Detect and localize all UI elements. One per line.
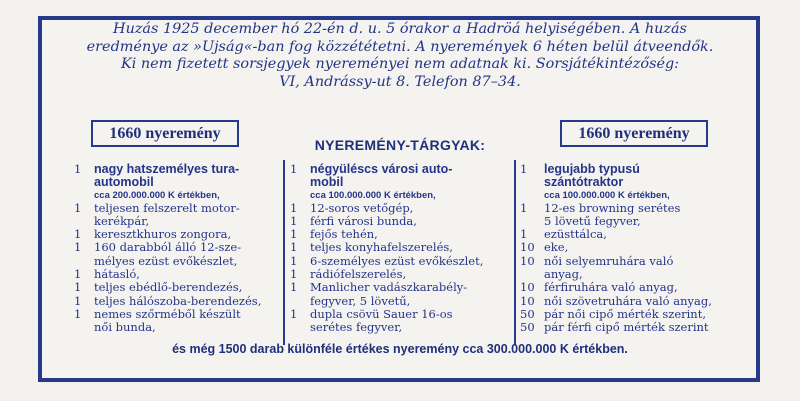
prize-quantity: 1 [74, 293, 82, 308]
prize-item [520, 321, 740, 334]
prize-name: 160 darabból álló 12-sze- mélyes ezüst evőkészlet, [94, 240, 242, 268]
prize-item [74, 295, 274, 308]
prize-name: nagy hatszemélyes tura- automobil [94, 162, 240, 190]
prize-quantity: 1 [290, 227, 298, 242]
prize-name: 6-személyes ezüst evőkészlet, [310, 253, 484, 268]
column-divider [283, 160, 285, 345]
prize-item [520, 308, 740, 321]
prize-name: hátasló, [94, 267, 140, 282]
prize-quantity: 1 [290, 200, 298, 215]
prize-name: legujabb typusú szántótraktor [544, 162, 640, 190]
prize-name: teljes ebédlő-berendezés, [94, 280, 243, 295]
prize-name: keresztkhuros zongora, [94, 227, 232, 242]
prize-item [74, 308, 274, 335]
column-divider [514, 160, 516, 345]
prize-count-badge-left: 1660 nyeremény [91, 120, 239, 147]
prize-quantity: 10 [520, 240, 535, 255]
prize-quantity: 1 [74, 162, 82, 176]
prize-quantity: 10 [520, 280, 535, 295]
prize-name: pár férfi cipő mérték szerint [544, 320, 709, 335]
prize-value: cca 200.000.000 K értékben, [94, 189, 220, 201]
prize-quantity: 1 [74, 240, 82, 255]
prize-name: teljes hálószoba-berendezés, [94, 293, 262, 308]
prize-item [74, 281, 274, 294]
prize-item [520, 241, 740, 254]
prize-value: cca 100.000.000 K értékben, [310, 189, 436, 201]
prize-name: nemes szőrméből készült női bunda, [94, 306, 241, 335]
prize-name: Manlicher vadászkarabély- fegyver, 5 lövetű, [310, 280, 468, 308]
prize-quantity: 1 [290, 162, 298, 176]
prize-item [290, 281, 510, 308]
additional-prizes-note: és még 1500 darab különféle értékes nyeremény cca 300.000.000 K értékben. [172, 342, 628, 356]
prize-item [520, 281, 740, 294]
notice-line-1: Huzás 1925 december hó 22-én d. u. 5 órakor a Hadröá helyiségében. A huzás [113, 21, 687, 37]
prize-name: pár női cipő mérték szerint, [544, 306, 706, 321]
prize-name: eke, [544, 240, 569, 255]
prize-item [520, 202, 740, 229]
main-prize [290, 163, 510, 190]
prize-item [290, 241, 510, 254]
prize-item [520, 255, 740, 282]
prize-item [290, 228, 510, 241]
main-prize [520, 163, 740, 190]
prize-item [290, 308, 510, 335]
prize-name: dupla csövü Sauer 16-os serétes fegyver, [310, 306, 453, 335]
prize-quantity: 50 [520, 306, 535, 321]
prize-item [290, 215, 510, 228]
prize-count-badge-right: 1660 nyeremény [560, 120, 708, 147]
prize-item [520, 228, 740, 241]
prize-name: fejős tehén, [310, 227, 378, 242]
prize-quantity: 10 [520, 293, 535, 308]
prize-column-3 [520, 163, 740, 335]
notice-line-2: eredménye az »Ujság«-ban fog közzététetni. A nyeremények 6 héten belül átveendők. [86, 38, 714, 55]
main-prize [74, 163, 274, 190]
prize-column-1 [74, 163, 274, 335]
prize-item [520, 295, 740, 308]
prizes-heading: NYEREMÉNY-TÁRGYAK: [314, 137, 486, 153]
prize-name: férfiruhára való anyag, [544, 280, 678, 295]
prize-quantity: 1 [74, 306, 82, 321]
prize-name: férfi városi bunda, [310, 213, 417, 228]
prize-quantity: 10 [520, 253, 535, 268]
draw-notice [47, 21, 753, 91]
prize-name: 12-es browning serétes 5 lövetű fegyver, [544, 200, 681, 228]
prize-quantity: 1 [74, 227, 82, 242]
prize-quantity: 1 [290, 280, 298, 295]
prize-quantity: 1 [290, 240, 298, 255]
prize-quantity: 1 [520, 200, 528, 215]
prize-quantity: 1 [74, 200, 82, 215]
prize-quantity: 1 [290, 306, 298, 321]
prize-name: női selyemruhára való anyag, [544, 253, 674, 282]
prize-name: teljes konyhafelszerelés, [310, 240, 453, 255]
prize-quantity: 1 [290, 267, 298, 282]
prize-quantity: 1 [520, 227, 528, 242]
prize-item [74, 202, 274, 229]
prize-quantity: 50 [520, 320, 535, 335]
prize-name: teljesen felszerelt motor- kerékpár, [94, 200, 240, 228]
prize-name: négyüléscs városi auto- mobil [310, 162, 453, 190]
prize-quantity: 1 [74, 267, 82, 282]
prize-quantity: 1 [74, 280, 82, 295]
prize-item [290, 255, 510, 268]
prize-item [290, 268, 510, 281]
prize-name: ezüsttálca, [544, 227, 607, 242]
prize-item [74, 228, 274, 241]
notice-line-3: Ki nem fizetett sorsjegyek nyereményei nem adatnak ki. Sorsjátékintézőség: [120, 56, 680, 72]
prize-value: cca 100.000.000 K értékben, [544, 189, 670, 201]
prize-quantity: 1 [290, 253, 298, 268]
prize-quantity: 1 [290, 213, 298, 228]
prize-item [74, 241, 274, 268]
prize-name: 12-soros vetőgép, [310, 200, 414, 215]
notice-line-4: VI, Andrássy-ut 8. Telefon 87–34. [279, 73, 521, 90]
prize-item [290, 202, 510, 215]
prize-name: női szövetruhára való anyag, [544, 293, 712, 308]
prize-quantity: 1 [520, 162, 528, 176]
prize-item [74, 268, 274, 281]
prize-column-2 [290, 163, 510, 335]
prize-name: rádiófelszerelés, [310, 267, 407, 282]
